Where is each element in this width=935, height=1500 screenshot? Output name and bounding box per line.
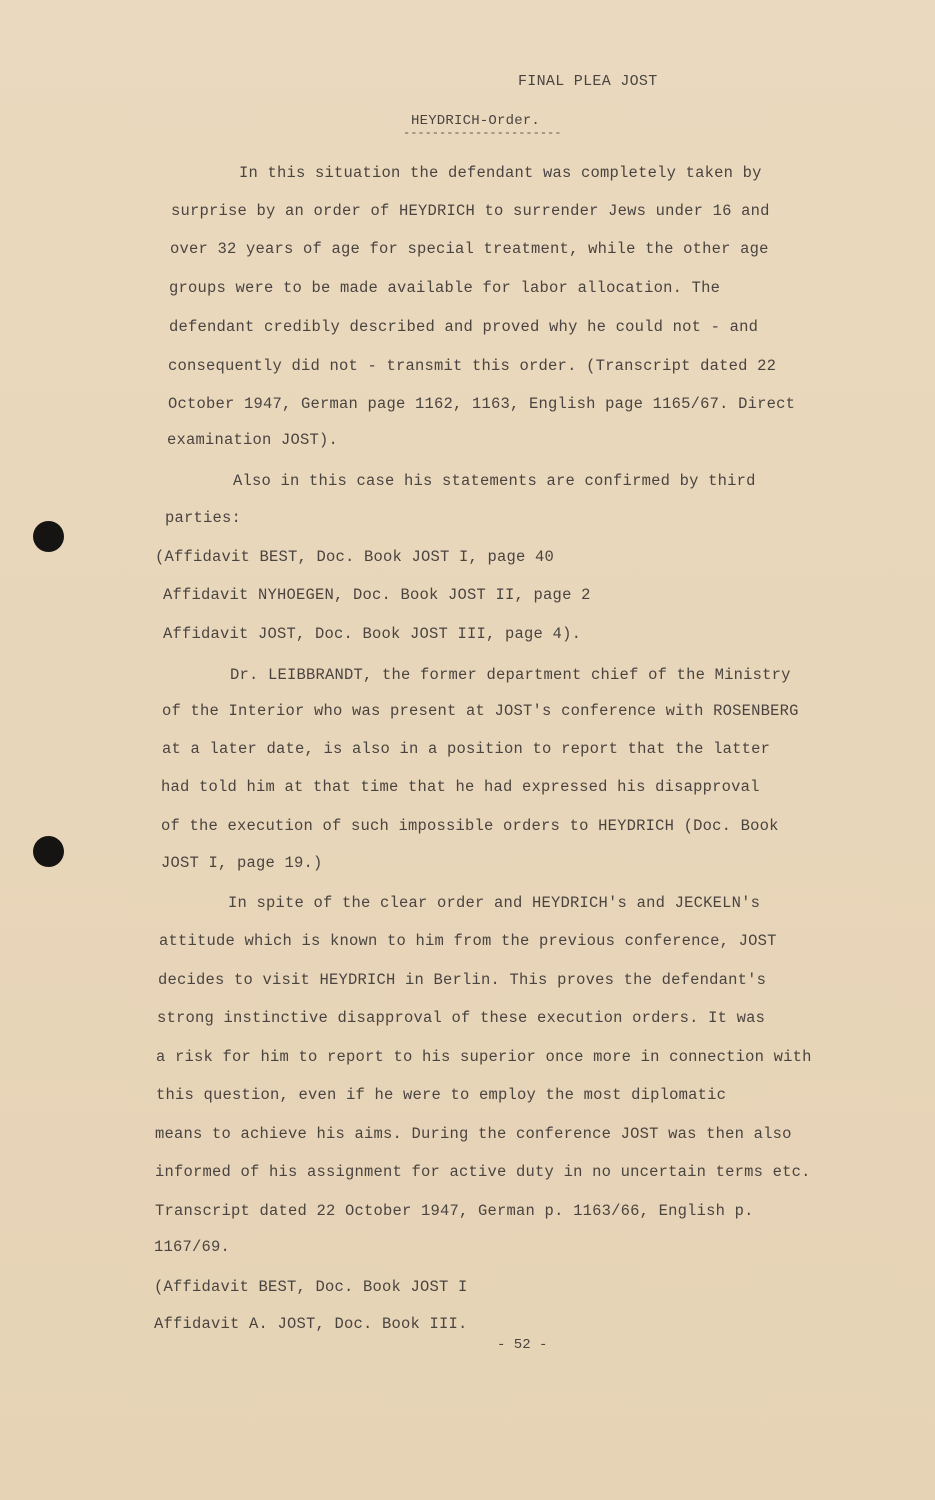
body-line: examination JOST). bbox=[167, 431, 339, 449]
body-line: at a later date, is also in a position to report that the latter bbox=[162, 740, 771, 758]
body-line: strong instinctive disapproval of these execution orders. It was bbox=[157, 1009, 766, 1027]
body-line: attitude which is known to him from the previous conference, JOST bbox=[159, 932, 777, 950]
body-line: Also in this case his statements are confirmed by third bbox=[233, 472, 756, 490]
body-line: of the execution of such impossible orders to HEYDRICH (Doc. Book bbox=[161, 817, 779, 835]
citation-line: Affidavit NYHOEGEN, Doc. Book JOST II, page 2 bbox=[163, 586, 591, 604]
body-line: parties: bbox=[165, 509, 242, 527]
body-line: surprise by an order of HEYDRICH to surrender Jews under 16 and bbox=[171, 202, 770, 220]
body-line: defendant credibly described and proved why he could not - and bbox=[169, 318, 759, 336]
body-line: means to achieve his aims. During the conference JOST was then also bbox=[155, 1125, 792, 1143]
body-line: consequently did not - transmit this order. (Transcript dated 22 bbox=[168, 357, 777, 375]
body-line: In this situation the defendant was completely taken by bbox=[239, 164, 762, 182]
citation-line: Affidavit A. JOST, Doc. Book III. bbox=[154, 1315, 468, 1333]
section-title-underline: ---------------------- bbox=[403, 126, 562, 140]
body-line: decides to visit HEYDRICH in Berlin. This proves the defendant's bbox=[158, 971, 767, 989]
body-line: over 32 years of age for special treatment, while the other age bbox=[170, 240, 769, 258]
body-line: JOST I, page 19.) bbox=[161, 854, 323, 872]
body-line: In spite of the clear order and HEYDRICH's and JECKELN's bbox=[228, 894, 761, 912]
body-line: October 1947, German page 1162, 1163, English page 1165/67. Direct bbox=[168, 395, 796, 413]
body-line: this question, even if he were to employ the most diplomatic bbox=[156, 1086, 727, 1104]
citation-line: (Affidavit BEST, Doc. Book JOST I bbox=[154, 1278, 468, 1296]
body-line: Transcript dated 22 October 1947, German p. 1163/66, English p. bbox=[155, 1202, 754, 1220]
body-line: a risk for him to report to his superior once more in connection with bbox=[156, 1048, 812, 1066]
citation-line: (Affidavit BEST, Doc. Book JOST I, page 40 bbox=[155, 548, 555, 566]
section-title: HEYDRICH-Order. bbox=[411, 113, 541, 129]
punch-hole-bottom bbox=[33, 836, 64, 867]
punch-hole-top bbox=[33, 521, 64, 552]
body-line: of the Interior who was present at JOST's conference with ROSENBERG bbox=[162, 702, 799, 720]
page-number: - 52 - bbox=[497, 1337, 548, 1353]
body-line: groups were to be made available for labor allocation. The bbox=[169, 279, 721, 297]
body-line: 1167/69. bbox=[154, 1238, 231, 1256]
citation-line: Affidavit JOST, Doc. Book JOST III, page 4). bbox=[163, 625, 582, 643]
body-line: had told him at that time that he had expressed his disapproval bbox=[161, 778, 760, 796]
body-line: Dr. LEIBBRANDT, the former department chief of the Ministry bbox=[230, 666, 791, 684]
running-header: FINAL PLEA JOST bbox=[518, 73, 658, 90]
body-line: informed of his assignment for active duty in no uncertain terms etc. bbox=[155, 1163, 811, 1181]
